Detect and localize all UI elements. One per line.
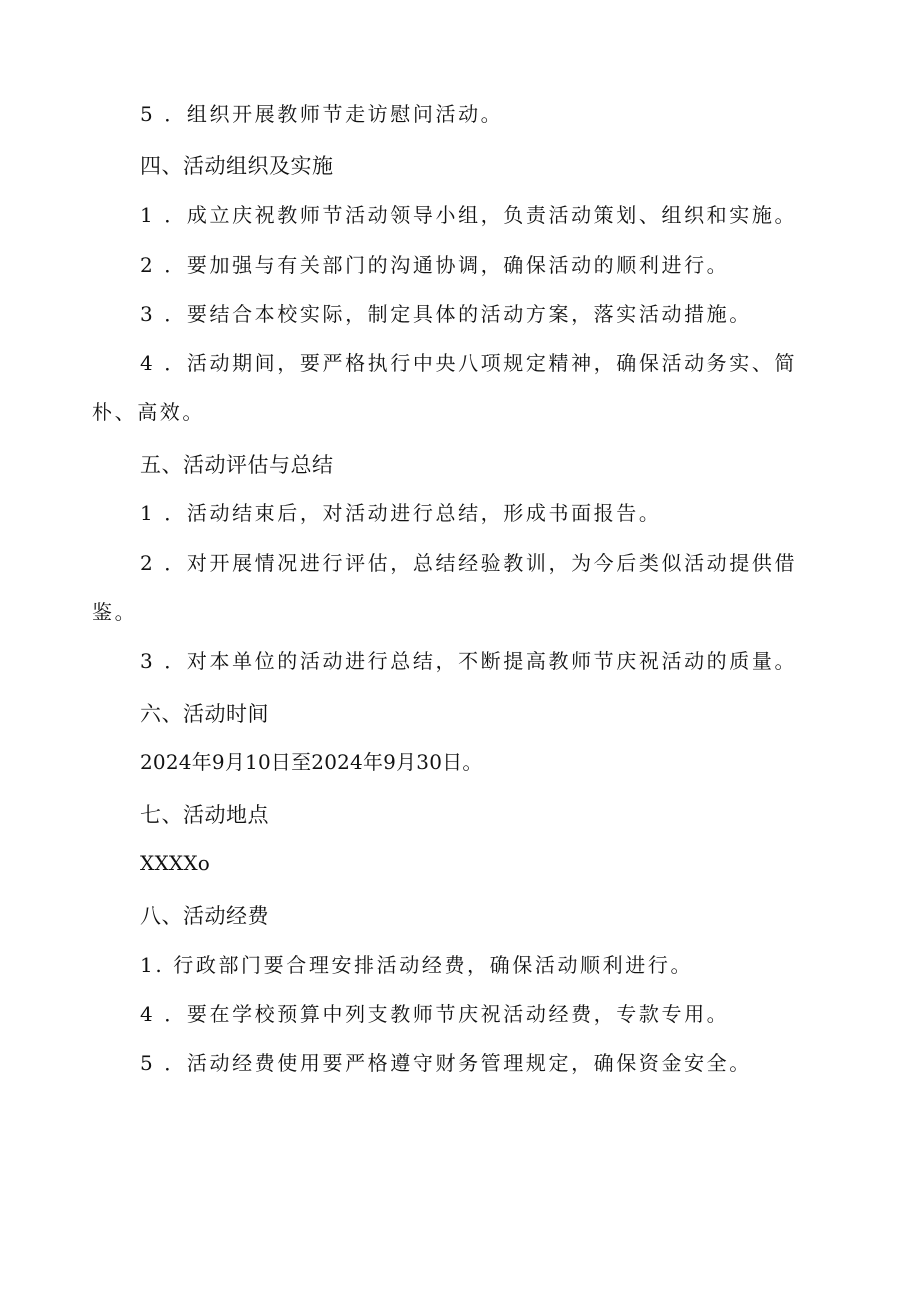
s4-item-1: 1 ．成立庆祝教师节活动领导小组，负责活动策划、组织和实施。 [140,203,798,227]
section-7-heading: 七、活动地点 [140,803,269,827]
s5-item-2-line-2: 鉴。 [92,600,138,624]
section-6-heading: 六、活动时间 [140,702,269,726]
section-8-heading: 八、活动经费 [140,904,269,928]
s4-item-2: 2 ．要加强与有关部门的沟通协调，确保活动的顺利进行。 [140,253,730,277]
activity-dates: 2024年9月10日至2024年9月30日。 [140,750,483,774]
s4-item-4-line-1: 4 ．活动期间，要严格执行中央八项规定精神，确保活动务实、简 [140,351,798,375]
s4-item-3: 3 ．要结合本校实际，制定具体的活动方案，落实活动措施。 [140,302,752,326]
s5-item-3: 3 ．对本单位的活动进行总结，不断提高教师节庆祝活动的质量。 [140,649,798,673]
s3-item-5: 5 ．组织开展教师节走访慰问活动。 [140,102,504,126]
s5-item-2-line-1: 2 ．对开展情况进行评估，总结经验教训，为今后类似活动提供借 [140,551,798,575]
s8-item-1: 1. 行政部门要合理安排活动经费，确保活动顺利进行。 [140,953,694,977]
s8-item-4: 4 ．要在学校预算中列支教师节庆祝活动经费，专款专用。 [140,1002,730,1026]
s8-item-5: 5 ．活动经费使用要严格遵守财务管理规定，确保资金安全。 [140,1051,752,1075]
s4-item-4-line-2: 朴、高效。 [92,400,205,424]
section-4-heading: 四、活动组织及实施 [140,154,334,178]
s5-item-1: 1 ．活动结束后，对活动进行总结，形成书面报告。 [140,501,662,525]
section-5-heading: 五、活动评估与总结 [140,453,334,477]
activity-location: XXXXo [140,851,210,875]
